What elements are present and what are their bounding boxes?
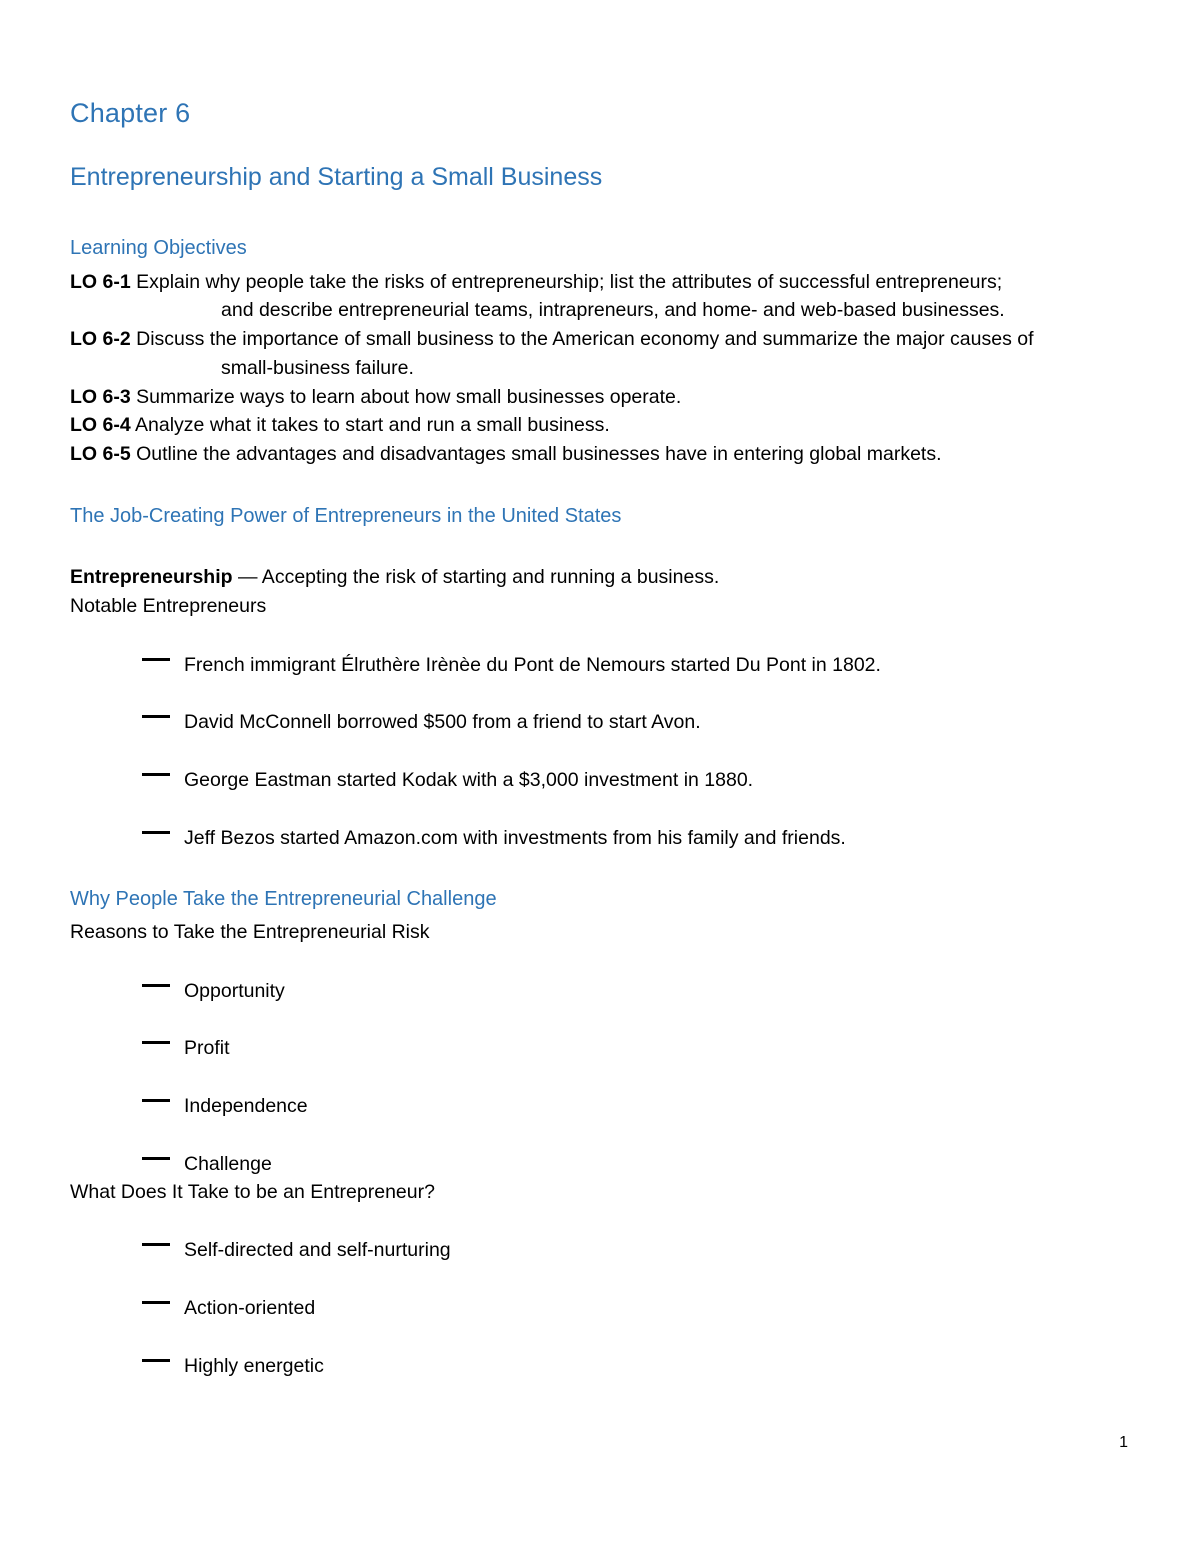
dash-bullet-icon: [142, 831, 170, 834]
dash-bullet-icon: [142, 773, 170, 776]
learning-objectives-heading: Learning Objectives: [70, 237, 247, 259]
learning-objective-2: [70, 328, 1034, 351]
learning-objective-5: [70, 443, 942, 466]
lo-code: LO 6-5: [70, 443, 131, 465]
chapter-heading: Chapter 6: [70, 98, 191, 128]
dash-bullet-icon: [142, 658, 170, 661]
reasons-title: Reasons to Take the Entrepreneurial Risk: [70, 921, 430, 943]
lo-code: LO 6-3: [70, 386, 131, 408]
lo-code: LO 6-1: [70, 271, 131, 293]
definition-term: Entrepreneurship: [70, 566, 233, 588]
page-number: 1: [1119, 1434, 1128, 1451]
dash-bullet-icon: [142, 1157, 170, 1160]
lo-text: Outline the advantages and disadvantages small businesses have in entering global markets.: [130, 443, 942, 465]
learning-objective-3: [70, 386, 681, 409]
learning-objective-2-continuation: small-business failure.: [221, 357, 414, 379]
traits-title: What Does It Take to be an Entrepreneur?: [70, 1181, 435, 1203]
dash-bullet-icon: [142, 984, 170, 987]
lo-text: Discuss the importance of small business to the American economy and summarize the major causes of: [130, 328, 1034, 350]
learning-objective-1: [70, 271, 1002, 294]
lo-text: Explain why people take the risks of entrepreneurship; list the attributes of successful entrepreneurs;: [130, 271, 1003, 293]
chapter-title: Entrepreneurship and Starting a Small Business: [70, 163, 603, 191]
lo-text: Summarize ways to learn about how small businesses operate.: [130, 386, 682, 408]
lo-code: LO 6-4: [70, 414, 131, 436]
dash-bullet-icon: [142, 1099, 170, 1102]
lo-text: Analyze what it takes to start and run a small business.: [130, 414, 610, 436]
section-heading-why-people: Why People Take the Entrepreneurial Challenge: [70, 888, 497, 910]
learning-objective-1-continuation: and describe entrepreneurial teams, intrapreneurs, and home- and web-based businesses.: [221, 299, 1005, 321]
section-heading-job-creating: The Job-Creating Power of Entrepreneurs in the United States: [70, 505, 622, 527]
learning-objective-4: [70, 414, 610, 437]
document-page: Chapter 6 Entrepreneurship and Starting a Small Business Learning Objectives LO 6-1 Explain why people take the risks of entrepreneurship; list the attributes of successful entrepreneurs; and describe entrepreneurial teams, intrapreneurs, and home- and web-based businesses. LO 6-2 Discuss the importance of small business to the American economy and summarize the major causes of small-business failure. LO 6-3 Summarize ways to learn about how small businesses operate. LO 6-4 Analyze what it takes to start and run a small business. LO 6-5 Outline the advantages and disadvantages small businesses have in entering global markets. The Job-Creating Power of Entrepreneurs in the United States Entrepreneurship — Accepting the risk of starting and running a business. Notable Entrepreneurs French immigrant Élruthère Irènèe du Pont de Nemours started Du Pont in 1802. David McConnell borrowed $500 from a friend to start Avon. George Eastman started Kodak with a $3,000 investment in 1880. Jeff Bezos started Amazon.com with investments from his family and friends. Why People Take the Entrepreneurial Challenge Reasons to Take the Entrepreneurial Risk Opportunity Profit Independence Challenge What Does It Take to be an Entrepreneur? Self-directed and self-nurturing Action-oriented Highly energetic 1: [70, 98, 1128, 1451]
dash-bullet-icon: [142, 1243, 170, 1246]
dash-bullet-icon: [142, 1359, 170, 1362]
dash-bullet-icon: [142, 1041, 170, 1044]
dash-bullet-icon: [142, 715, 170, 718]
lo-code: LO 6-2: [70, 328, 131, 350]
definition-entrepreneurship: [70, 566, 719, 589]
definition-text: — Accepting the risk of starting and running a business.: [232, 566, 720, 588]
notable-entrepreneurs-title: Notable Entrepreneurs: [70, 595, 267, 617]
dash-bullet-icon: [142, 1301, 170, 1304]
